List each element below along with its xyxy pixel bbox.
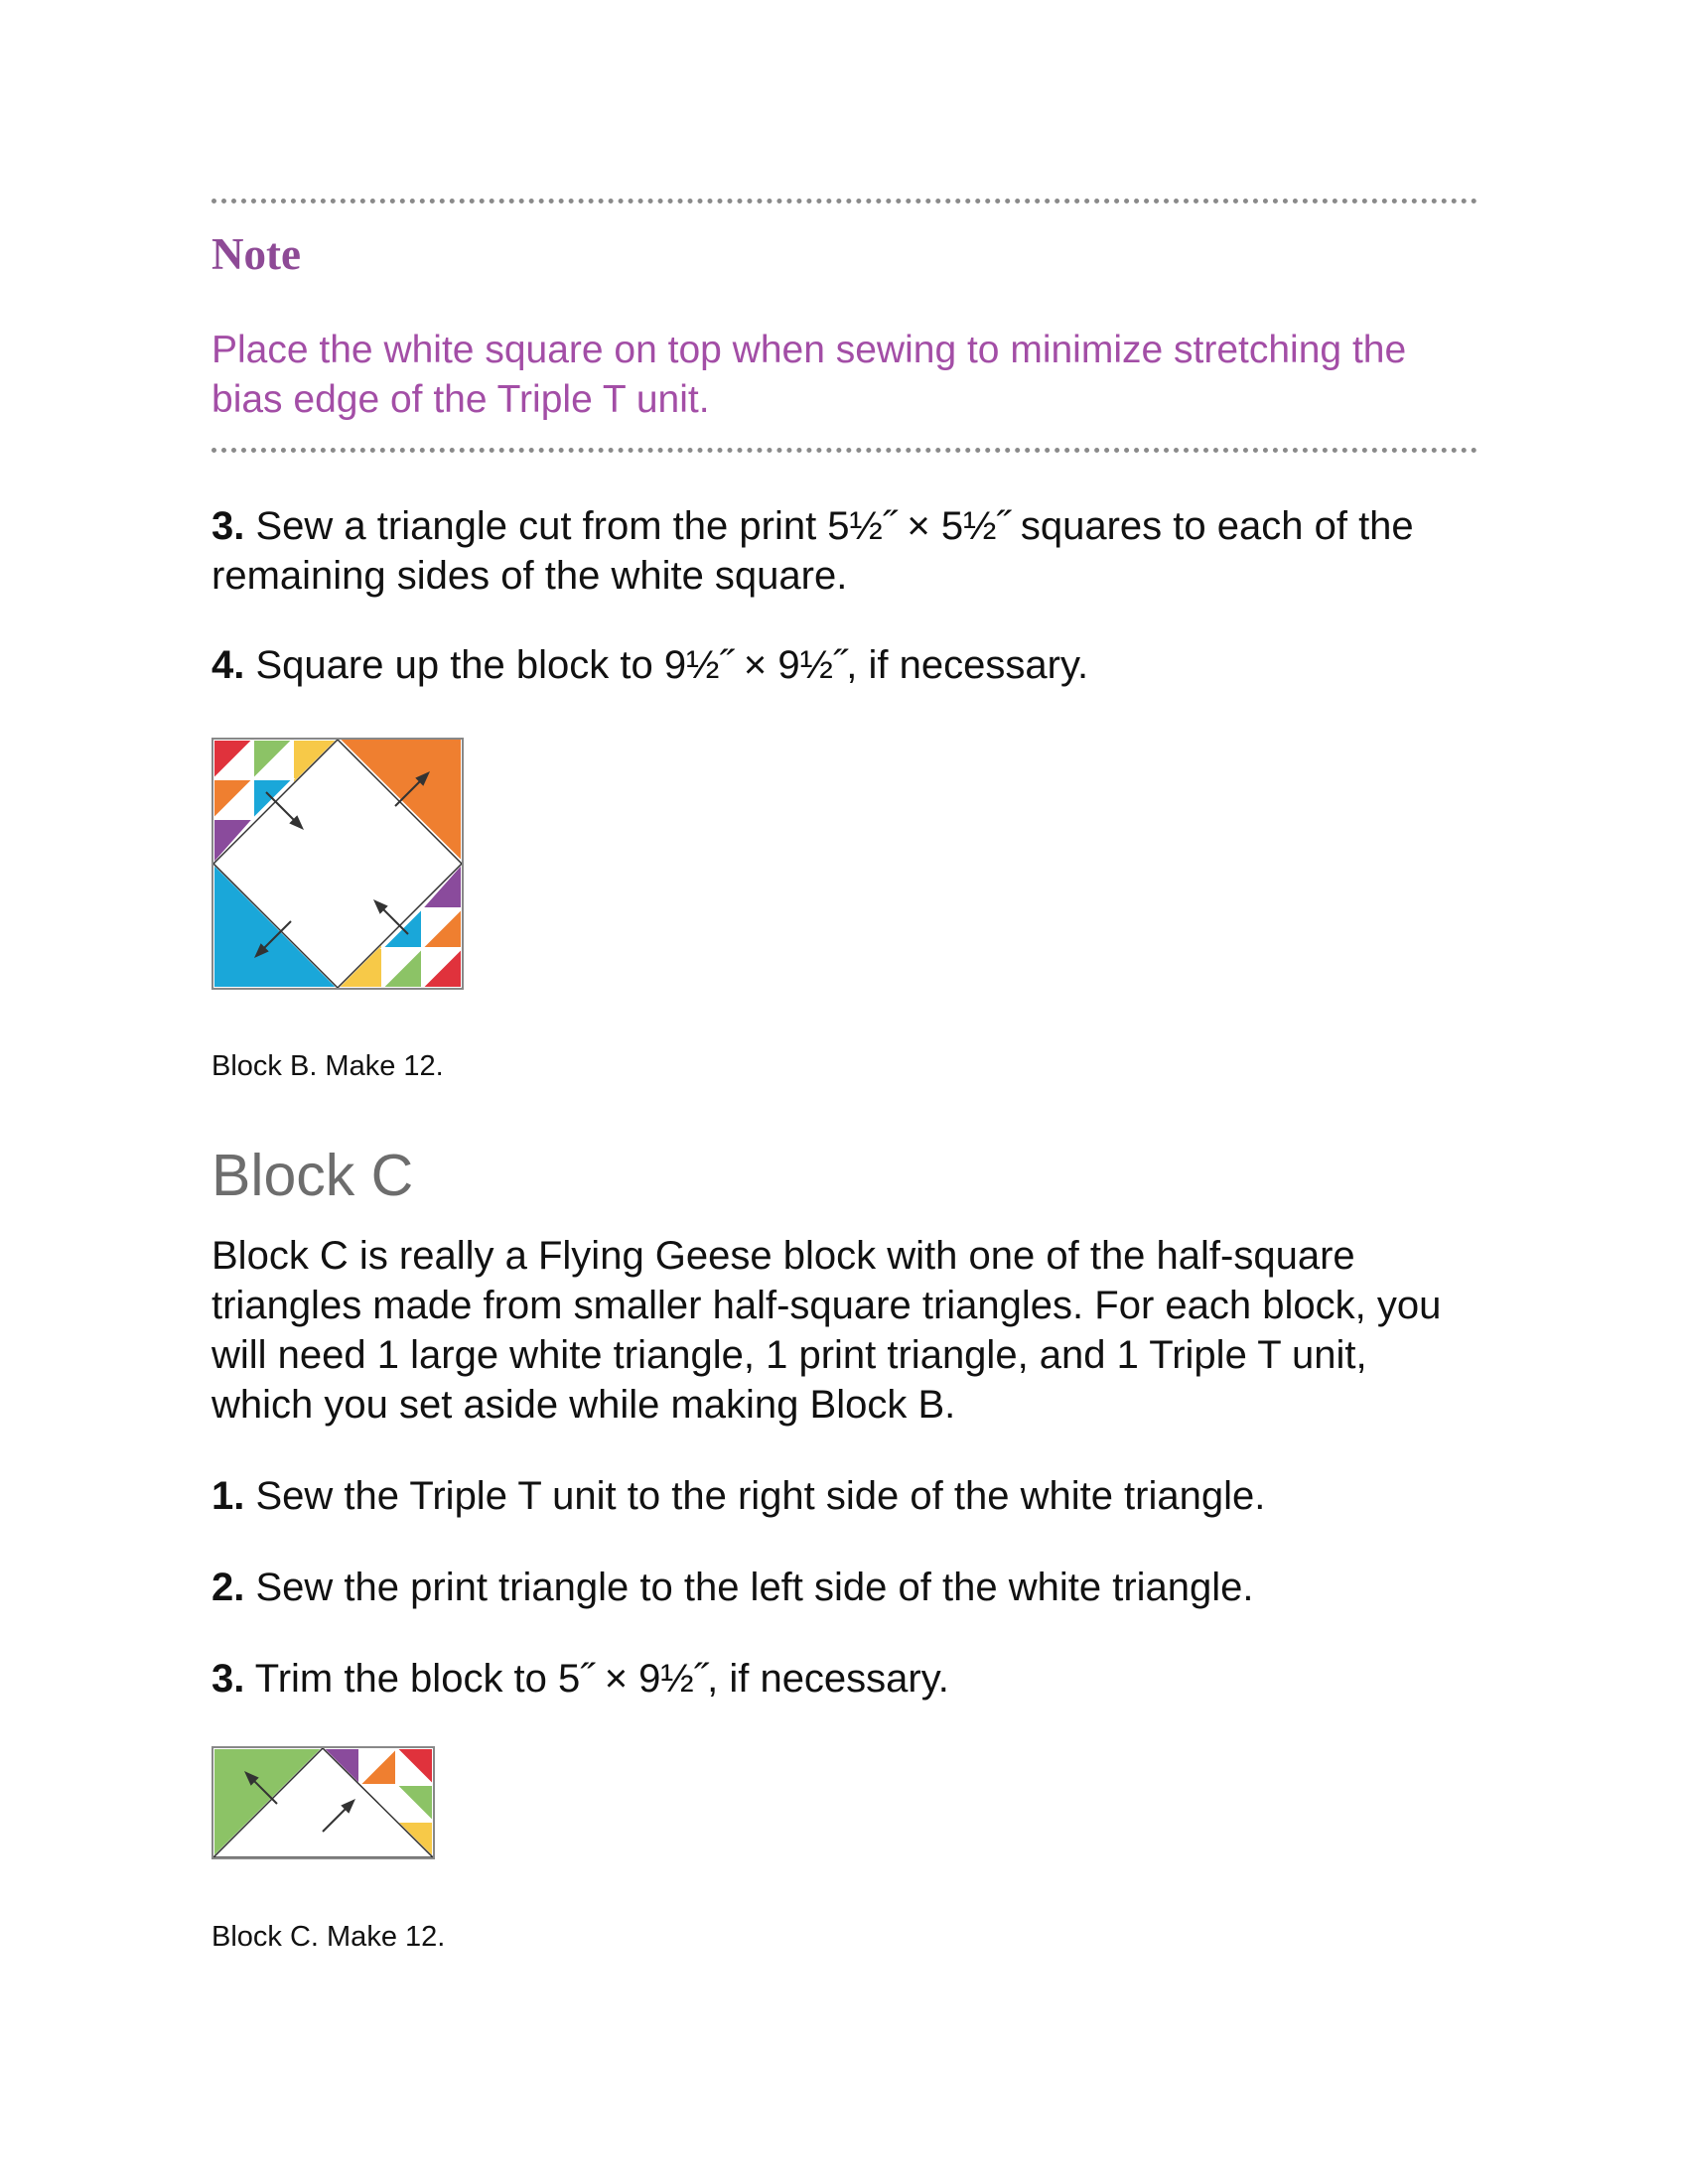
- block-c-diagram: [211, 1746, 435, 1859]
- step-number: 3.: [211, 1657, 245, 1701]
- step-text: Sew a triangle cut from the print 5½˝ × 5½˝ squares to each of the remaining sides of the white square.: [211, 504, 1414, 598]
- block-c-step-3: [211, 1654, 1477, 1704]
- step-text: Sew the print triangle to the left side of the white triangle.: [255, 1566, 1254, 1609]
- note-body: Place the white square on top when sewing to minimize stretching the bias edge of the Triple T unit.: [211, 329, 1407, 421]
- step-number: 1.: [211, 1474, 245, 1518]
- block-c-intro: Block C is really a Flying Geese block with one of the half-square triangles made from smaller half-square triangles. For each block, you will need 1 large white triangle, 1 print triangle, and 1 Triple T unit, which you set aside while making Block B.: [211, 1234, 1442, 1427]
- step-number: 4.: [211, 643, 245, 687]
- block-b-step-4: [211, 640, 1477, 690]
- step-text: Trim the block to 5˝ × 9½˝, if necessary.: [254, 1657, 949, 1701]
- note-title: Note: [211, 229, 301, 279]
- block-b-caption: Block B. Make 12.: [211, 1050, 444, 1082]
- block-c-heading: Block C: [211, 1143, 414, 1208]
- step-text: Sew the Triple T unit to the right side of the white triangle.: [255, 1474, 1266, 1518]
- block-b-step-3: [211, 501, 1477, 601]
- block-c-step-2: [211, 1563, 1477, 1612]
- step-text: Square up the block to 9½˝ × 9½˝, if necessary.: [255, 643, 1089, 687]
- step-number: 2.: [211, 1566, 245, 1609]
- note-bottom-divider: [211, 448, 1477, 453]
- step-number: 3.: [211, 504, 245, 548]
- note-top-divider: [211, 199, 1477, 204]
- block-c-step-1: [211, 1471, 1477, 1521]
- block-c-caption: Block C. Make 12.: [211, 1921, 446, 1953]
- block-b-diagram: [211, 738, 464, 990]
